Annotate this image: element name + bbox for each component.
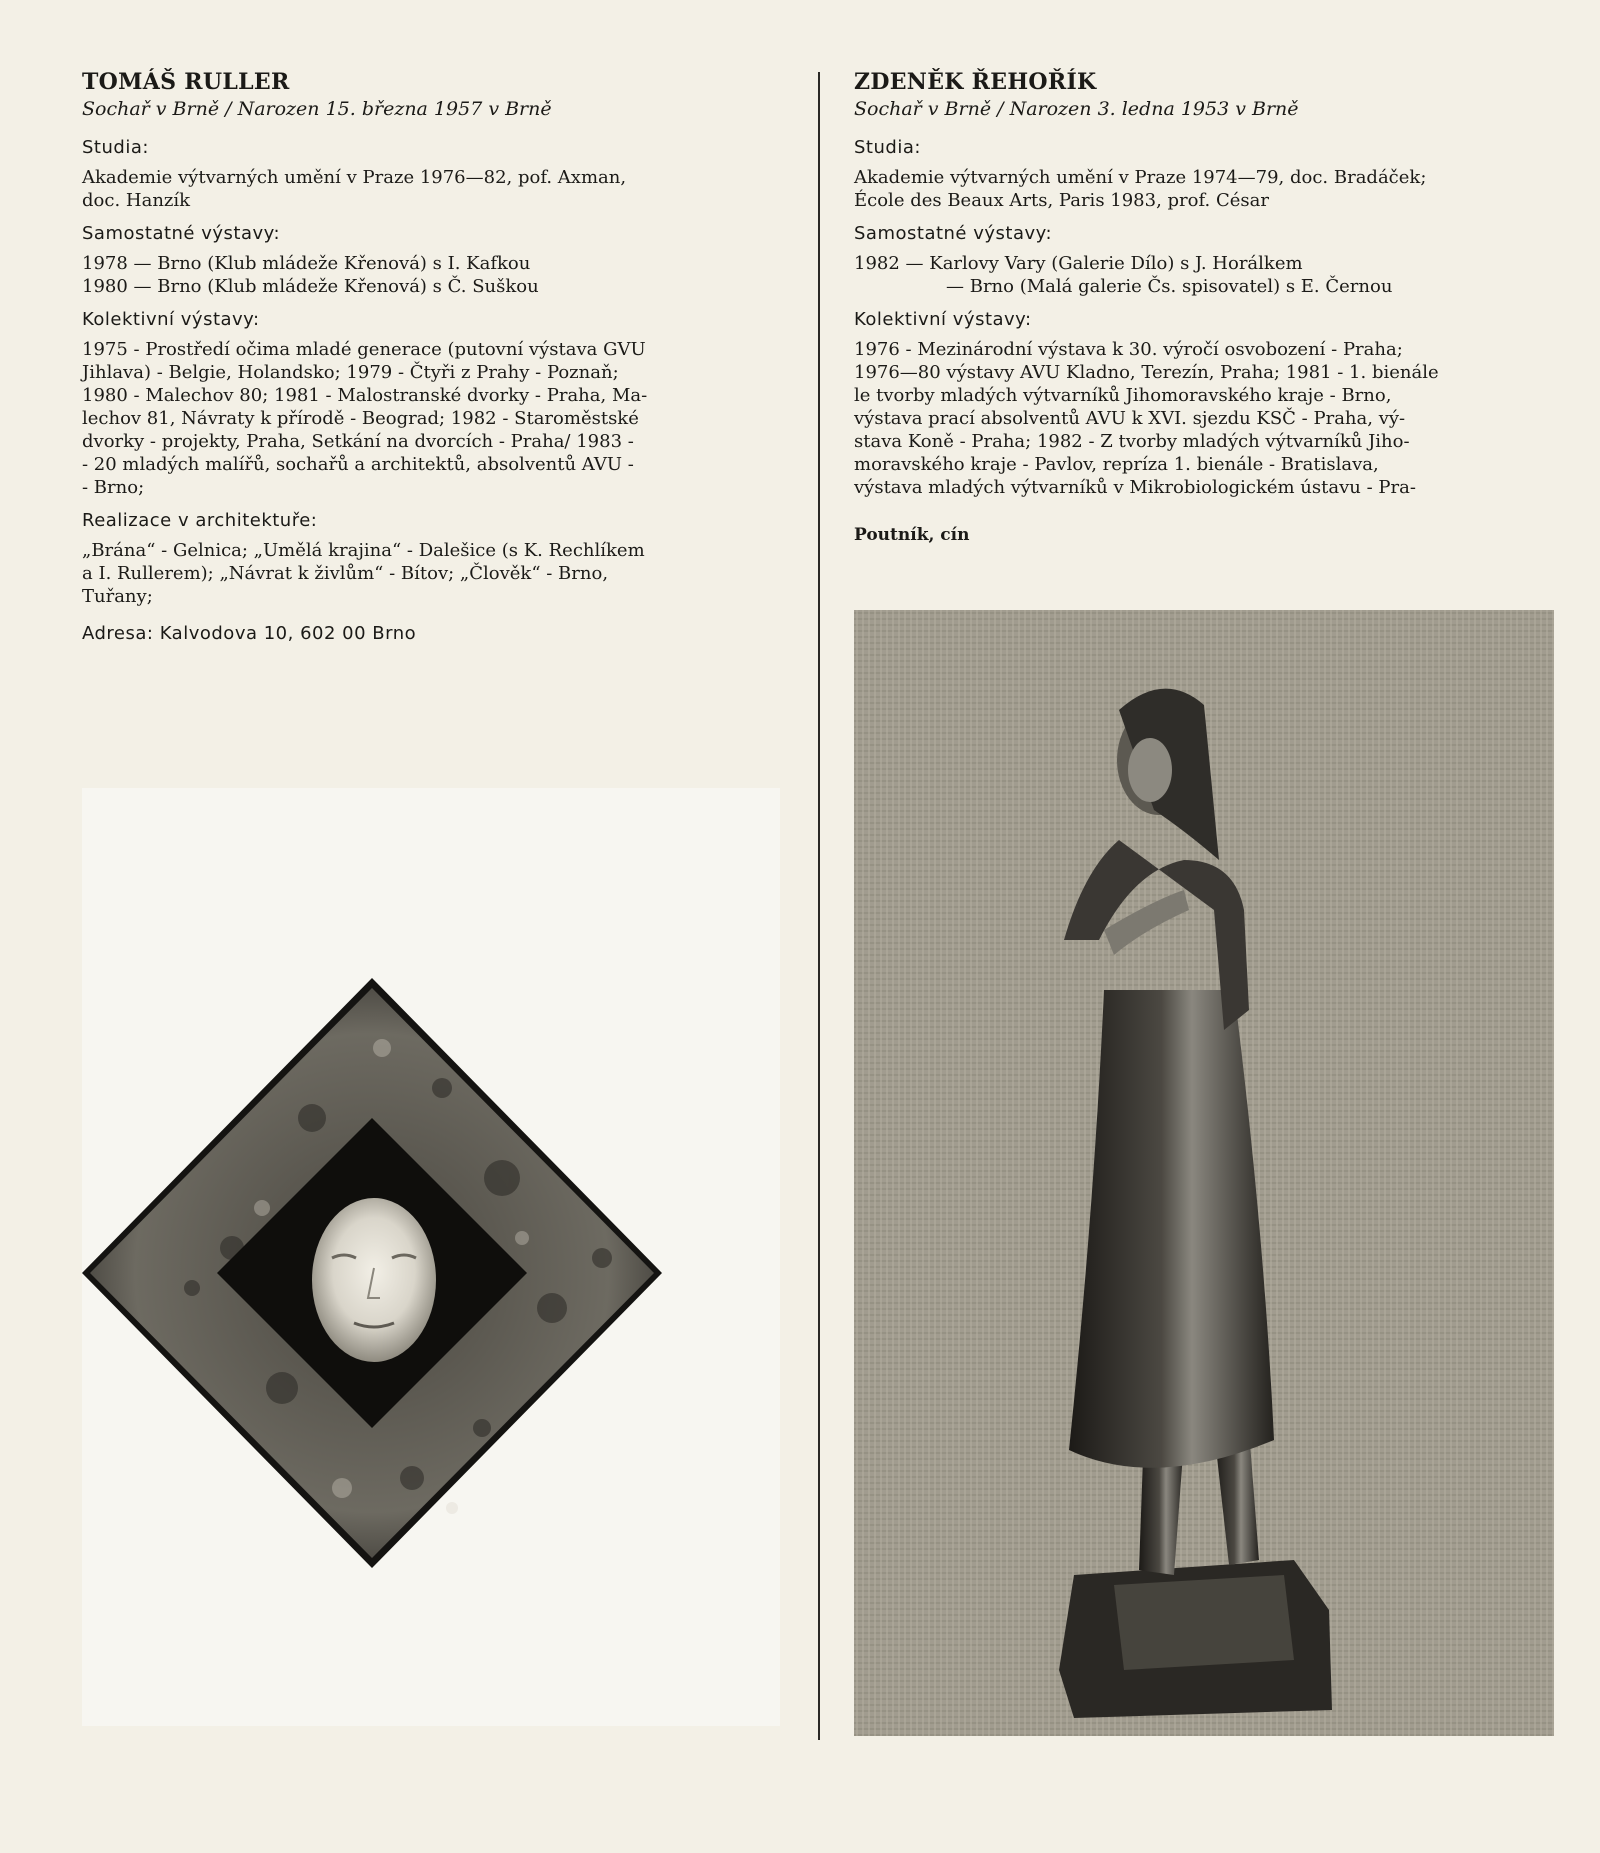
kolektivni-line: Jihlava) - Belgie, Holandsko; 1979 - Čtyři z Prahy - Poznaň; bbox=[82, 362, 619, 383]
realizace-text-left bbox=[82, 539, 782, 608]
artist-subtitle-left: Sochař v Brně / Narozen 15. března 1957 v Brně bbox=[82, 98, 552, 120]
studia-line: École des Beaux Arts, Paris 1983, prof. César bbox=[854, 190, 1269, 211]
studia-line: doc. Hanzík bbox=[82, 190, 191, 211]
kolektivni-label-right: Kolektivní výstavy: bbox=[854, 309, 1032, 330]
studia-line: Akademie výtvarných umění v Praze 1976—82, pof. Axman, bbox=[82, 167, 627, 188]
realizace-label-left: Realizace v architektuře: bbox=[82, 510, 318, 531]
artist-name-left: TOMÁŠ RULLER bbox=[82, 69, 290, 95]
kolektivni-line: 1980 - Malechov 80; 1981 - Malostranské dvorky - Praha, Ma- bbox=[82, 385, 648, 406]
kolektivni-line: 1975 - Prostředí očima mladé generace (putovní výstava GVU bbox=[82, 339, 646, 360]
photo-caption-right: Poutník, cín bbox=[854, 525, 970, 545]
kolektivni-line: moravského kraje - Pavlov, repríza 1. bienále - Bratislava, bbox=[854, 454, 1379, 475]
samostatne-line: 1978 — Brno (Klub mládeže Křenová) s I. Kafkou bbox=[82, 253, 531, 274]
artist-name-right: ZDENĚK ŘEHOŘÍK bbox=[854, 69, 1097, 95]
kolektivni-line: lechov 81, Návraty k přírodě - Beograd; 1982 - Staroměstské bbox=[82, 408, 639, 429]
photo-poutnik-statue bbox=[854, 610, 1554, 1736]
studia-label-right: Studia: bbox=[854, 137, 921, 158]
kolektivni-line: stava Koně - Praha; 1982 - Z tvorby mladých výtvarníků Jiho- bbox=[854, 431, 1410, 452]
kolektivni-line: dvorky - projekty, Praha, Setkání na dvorcích - Praha/ 1983 - bbox=[82, 431, 634, 452]
kolektivni-line: výstava prací absolventů AVU k XVI. sjezdu KSČ - Praha, vý- bbox=[854, 408, 1406, 429]
photo-face-mask-diamond bbox=[82, 788, 780, 1726]
kolektivni-text-right bbox=[854, 338, 1554, 499]
column-divider bbox=[818, 72, 820, 1740]
samostatne-line: 1982 — Karlovy Vary (Galerie Dílo) s J. Horálkem bbox=[854, 253, 1303, 274]
kolektivni-text-left bbox=[82, 338, 782, 499]
right-column bbox=[854, 68, 1554, 545]
samostatne-line: — Brno (Malá galerie Čs. spisovatel) s E. Černou bbox=[946, 276, 1393, 297]
studia-label-left: Studia: bbox=[82, 137, 149, 158]
artist-subtitle-right: Sochař v Brně / Narozen 3. ledna 1953 v Brně bbox=[854, 98, 1299, 120]
face-mask-illustration bbox=[82, 788, 780, 1726]
kolektivni-line: 1976 - Mezinárodní výstava k 30. výročí osvobození - Praha; bbox=[854, 339, 1403, 360]
kolektivni-label-left: Kolektivní výstavy: bbox=[82, 309, 260, 330]
statue-illustration bbox=[854, 610, 1554, 1736]
kolektivni-line: - 20 mladých malířů, sochařů a architektů, absolventů AVU - bbox=[82, 454, 634, 475]
kolektivni-line: výstava mladých výtvarníků v Mikrobiologickém ústavu - Pra- bbox=[854, 477, 1416, 498]
kolektivni-line: le tvorby mladých výtvarníků Jihomoravského kraje - Brno, bbox=[854, 385, 1392, 406]
studia-text-left bbox=[82, 166, 782, 212]
realizace-line: a I. Rullerem); „Návrat k živlům“ - Bítov; „Člověk“ - Brno, bbox=[82, 563, 609, 584]
realizace-line: Tuřany; bbox=[82, 586, 153, 607]
left-column bbox=[82, 68, 782, 652]
samostatne-label-left: Samostatné výstavy: bbox=[82, 223, 281, 244]
samostatne-label-right: Samostatné výstavy: bbox=[854, 223, 1053, 244]
realizace-line: „Brána“ - Gelnica; „Umělá krajina“ - Dalešice (s K. Rechlíkem bbox=[82, 540, 645, 561]
studia-text-right bbox=[854, 166, 1554, 212]
samostatne-line: 1980 — Brno (Klub mládeže Křenová) s Č. Suškou bbox=[82, 276, 539, 297]
samostatne-text-left bbox=[82, 252, 782, 298]
kolektivni-line: 1976—80 výstavy AVU Kladno, Terezín, Praha; 1981 - 1. bienále bbox=[854, 362, 1439, 383]
kolektivni-line: - Brno; bbox=[82, 477, 145, 498]
adresa-left: Adresa: Kalvodova 10, 602 00 Brno bbox=[82, 623, 417, 644]
studia-line: Akademie výtvarných umění v Praze 1974—79, doc. Bradáček; bbox=[854, 167, 1427, 188]
samostatne-text-right bbox=[854, 252, 1554, 298]
